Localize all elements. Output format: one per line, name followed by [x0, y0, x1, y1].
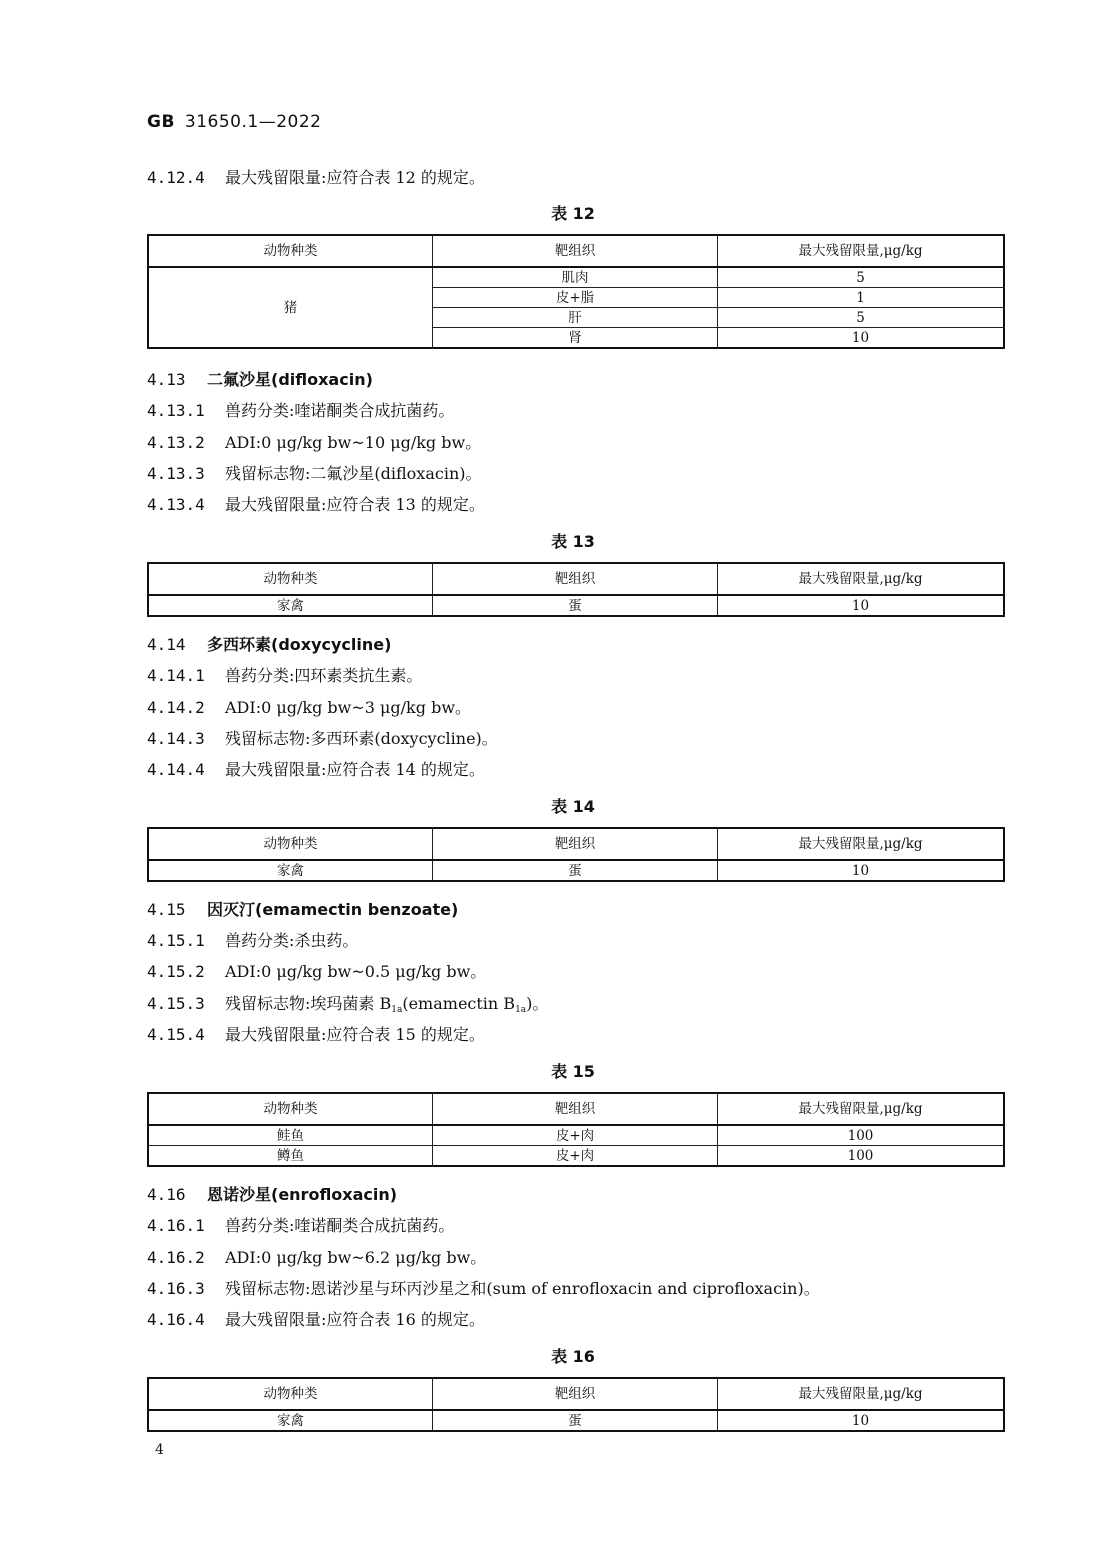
header-tissue: 靶组织 [433, 563, 718, 595]
table-15 [147, 1092, 1005, 1167]
clause-4-15-2: 4.15.2 ADI:0 μg/kg bw~0.5 μg/kg bw。 [147, 962, 487, 981]
value-cell: 5 [718, 267, 1005, 288]
animal-cell: 猪 [148, 267, 433, 348]
clause-4-16-2: 4.16.2 ADI:0 μg/kg bw~6.2 μg/kg bw。 [147, 1248, 487, 1267]
page-number: 4 [155, 1442, 164, 1458]
clause-4-13-1: 4.13.1 兽药分类:喹诺酮类合成抗菌药。 [147, 401, 455, 420]
clause-4-15-3: 4.15.3 残留标志物:埃玛菌素 $B_{1a}(emamectin$ $B_{1a}$)。 [147, 994, 549, 1015]
document-header [147, 112, 322, 132]
clause-4-16-1: 4.16.1 兽药分类:喹诺酮类合成抗菌药。 [147, 1216, 455, 1235]
section-4-14-heading: 4.14 多西环素(doxycycline) [147, 635, 392, 654]
header-mrl: 最大残留限量,μg/kg [718, 1378, 1005, 1410]
section-4-16-heading: 4.16 恩诺沙星(enrofloxacin) [147, 1185, 398, 1204]
table-14-caption: 表 14 [551, 797, 595, 816]
header-tissue: 靶组织 [433, 235, 718, 267]
header-animal: 动物种类 [148, 1093, 433, 1125]
table-16 [147, 1377, 1005, 1432]
header-tissue: 靶组织 [433, 1378, 718, 1410]
table-15-caption: 表 15 [551, 1062, 595, 1081]
value-cell: 10 [718, 595, 1005, 616]
tissue-cell: 蛋 [433, 860, 718, 881]
section-4-13-heading: 4.13 二氟沙星(difloxacin) [147, 370, 373, 389]
animal-cell: 家禽 [148, 1410, 433, 1431]
clause-4-12-4: 4.12.4 最大残留限量:应符合表 12 的规定。 [147, 168, 485, 187]
table-12 [147, 234, 1005, 349]
header-animal: 动物种类 [148, 563, 433, 595]
clause-4-13-3: 4.13.3 残留标志物:二氟沙星(difloxacin)。 [147, 464, 482, 483]
value-cell: 100 [718, 1125, 1005, 1146]
table-13 [147, 562, 1005, 617]
value-cell: 5 [718, 308, 1005, 328]
table-row [148, 1125, 1004, 1146]
table-row [148, 1146, 1004, 1167]
tissue-cell: 肾 [433, 328, 718, 349]
value-cell: 10 [718, 1410, 1005, 1431]
clause-4-16-3: 4.16.3 残留标志物:恩诺沙星与环丙沙星之和(sum of enrofloxacin and ciprofloxacin)。 [147, 1279, 820, 1298]
clause-4-16-4: 4.16.4 最大残留限量:应符合表 16 的规定。 [147, 1310, 485, 1329]
tissue-cell: 蛋 [433, 595, 718, 616]
header-animal: 动物种类 [148, 1378, 433, 1410]
value-cell: 100 [718, 1146, 1005, 1167]
header-mrl: 最大残留限量,μg/kg [718, 235, 1005, 267]
tissue-cell: 蛋 [433, 1410, 718, 1431]
clause-4-14-4: 4.14.4 最大残留限量:应符合表 14 的规定。 [147, 760, 485, 779]
table-14 [147, 827, 1005, 882]
table-row [148, 1410, 1004, 1431]
clause-4-14-3: 4.14.3 残留标志物:多西环素(doxycycline)。 [147, 729, 498, 748]
header-tissue: 靶组织 [433, 828, 718, 860]
table-13-caption: 表 13 [551, 532, 595, 551]
value-cell: 10 [718, 328, 1005, 349]
value-cell: 1 [718, 288, 1005, 308]
section-4-15-heading: 4.15 因灭汀(emamectin benzoate) [147, 900, 459, 919]
tissue-cell: 皮+肉 [433, 1146, 718, 1167]
animal-cell: 家禽 [148, 860, 433, 881]
standard-code: 31650.1—2022 [184, 112, 322, 132]
table-row [148, 860, 1004, 881]
tissue-cell: 肝 [433, 308, 718, 328]
tissue-cell: 皮+肉 [433, 1125, 718, 1146]
header-mrl: 最大残留限量,μg/kg [718, 563, 1005, 595]
animal-cell: 家禽 [148, 595, 433, 616]
value-cell: 10 [718, 860, 1005, 881]
header-tissue: 靶组织 [433, 1093, 718, 1125]
clause-4-13-4: 4.13.4 最大残留限量:应符合表 13 的规定。 [147, 495, 485, 514]
header-mrl: 最大残留限量,μg/kg [718, 828, 1005, 860]
clause-4-14-2: 4.14.2 ADI:0 μg/kg bw~3 μg/kg bw。 [147, 698, 472, 717]
clause-4-14-1: 4.14.1 兽药分类:四环素类抗生素。 [147, 666, 423, 685]
standard-prefix: GB [147, 112, 175, 132]
header-mrl: 最大残留限量,μg/kg [718, 1093, 1005, 1125]
clause-4-15-4: 4.15.4 最大残留限量:应符合表 15 的规定。 [147, 1025, 485, 1044]
tissue-cell: 肌肉 [433, 267, 718, 288]
tissue-cell: 皮+脂 [433, 288, 718, 308]
header-animal: 动物种类 [148, 235, 433, 267]
clause-4-15-1: 4.15.1 兽药分类:杀虫药。 [147, 931, 359, 950]
table-16-caption: 表 16 [551, 1347, 595, 1366]
clause-4-13-2: 4.13.2 ADI:0 μg/kg bw~10 μg/kg bw。 [147, 433, 482, 452]
table-12-caption: 表 12 [551, 204, 595, 223]
table-row [148, 267, 1004, 288]
header-animal: 动物种类 [148, 828, 433, 860]
animal-cell: 鳟鱼 [148, 1146, 433, 1167]
animal-cell: 鲑鱼 [148, 1125, 433, 1146]
table-row [148, 595, 1004, 616]
